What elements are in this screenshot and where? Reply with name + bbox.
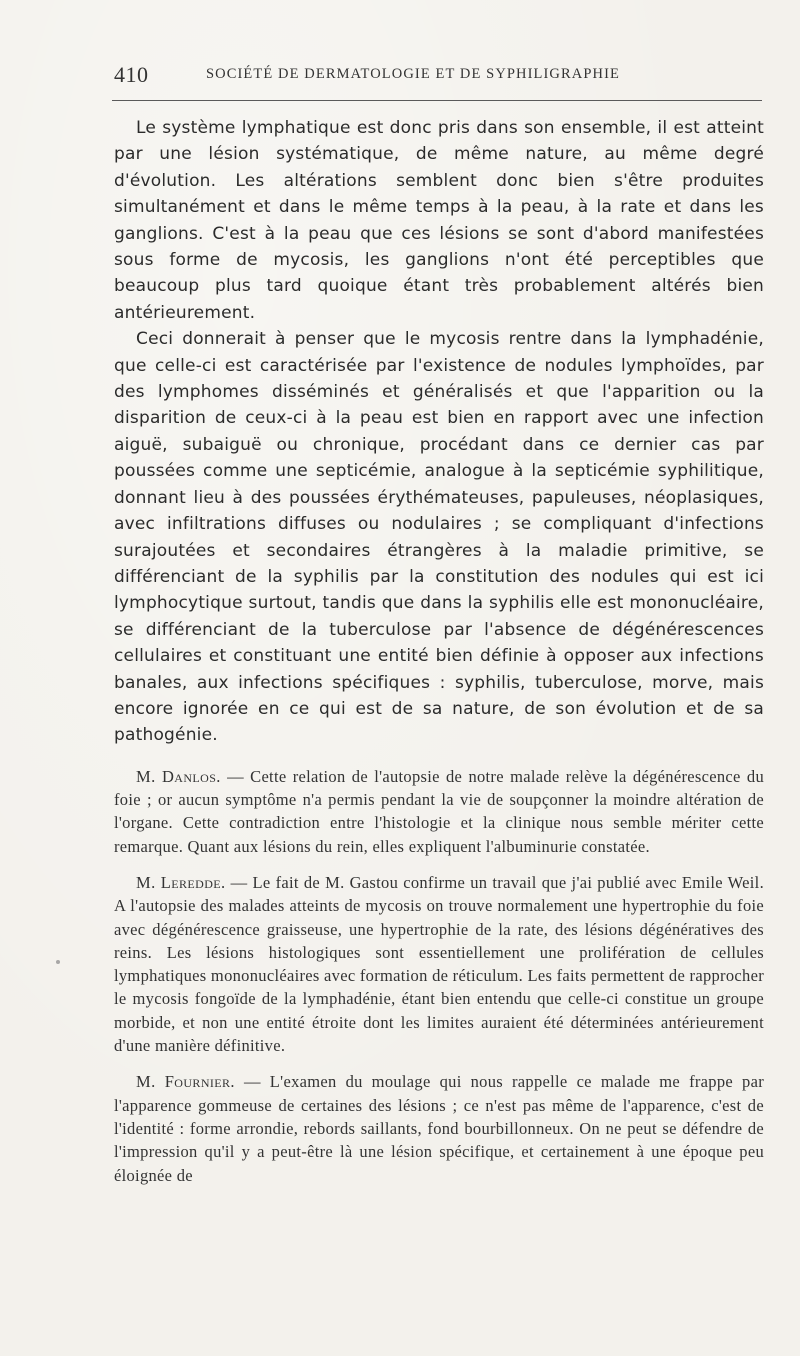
header-rule xyxy=(112,100,762,101)
speaker-name: M. Danlos. xyxy=(136,766,221,786)
speaker-name: M. Fournier. xyxy=(136,1072,235,1092)
discussion-leredde xyxy=(114,871,764,1057)
discussion-text: — Cette relation de l'autopsie de notre malade relève la dégénérescence du foie ; or aucun symptôme n'a permis pendant la vie de soupçonner la moindre altération de l'organe. Cette contradiction entre l'histologie et la clinique nous semble mériter cette remarque. Quant aux lésions du rein, elles expliquent l'albuminurie constatée. xyxy=(114,766,764,856)
page-number: 410 xyxy=(114,62,149,87)
paragraph: Le système lymphatique est donc pris dans son ensemble, il est atteint par une lésion systématique, de même nature, au même degré d'évolution. Les altérations semblent donc bien s'être produites simultanément et dans le même temps à la peau, à la rate et dans les ganglions. C'est à la peau que ces lésions se sont d'abord manifestées sous forme de mycosis, les ganglions n'ont été perceptibles que beaucoup plus tard quoique étant très probablement altérés bien antérieurement. xyxy=(114,118,764,323)
speaker-name: M. Leredde. xyxy=(136,872,226,892)
page-header xyxy=(114,60,764,90)
discussion-danlos xyxy=(114,765,764,858)
running-head: SOCIÉTÉ DE DERMATOLOGIE ET DE SYPHILIGRAPHIE xyxy=(206,66,620,82)
body-text xyxy=(114,115,764,1187)
discussion-fournier xyxy=(114,1070,764,1186)
paragraph: Ceci donnerait à penser que le mycosis rentre dans la lymphadénie, que celle-ci est caractérisée par l'existence de nodules lymphoïdes, par des lymphomes disséminés et généralisés et que l'apparition ou la disparition de ceux-ci à la peau est bien en rapport avec une infection aiguë, subaiguë ou chronique, procédant dans ce dernier cas par poussées comme une septicémie, analogue à la septicémie syphilitique, donnant lieu à des poussées érythémateuses, papuleuses, néoplasiques, avec infiltrations diffuses ou nodulaires ; se compliquant d'infections surajoutées et secondaires étrangères à la maladie primitive, se différenciant de la syphilis par la constitution des nodules qui est ici lymphocytique surtout, tandis que dans la syphilis elle est mononucléaire, se différenciant de la tuberculose par l'absence de dégénérescences cellulaires et constituant une entité bien définie à opposer aux infections banales, aux infections spécifiques : syphilis, tuberculose, morve, mais encore ignorée en ce qui est de sa nature, de son évolution et de sa pathogénie. xyxy=(114,329,764,746)
discussion-text: — Le fait de M. Gastou confirme un travail que j'ai publié avec Emile Weil. A l'autopsie des malades atteints de mycosis on trouve normalement une hypertrophie du foie avec dégénérescence graisseuse, une hypertrophie de la rate, des lésions dégénératives des reins. Les lésions histologiques sont essentiellement une prolifération de cellules lymphatiques mononucléaires avec formation de réticulum. Les faits permettent de rapprocher le mycosis fongoïde de la lymphadénie, étant bien entendu que celle-ci constitue un groupe morbide, et non une entité étroite dont les limites auraient été déterminées antérieurement d'une manière définitive. xyxy=(114,872,764,1056)
paper-speck xyxy=(56,960,60,964)
discussion-text: — L'examen du moulage qui nous rappelle ce malade me frappe par l'apparence gommeuse de certaines des lésions ; ce n'est pas même de l'apparence, c'est de l'identité : forme arrondie, rebords saillants, fond bourbillonneux. On ne peut se défendre de l'impression qu'il y a peut-être là une lésion spécifique, et certainement à une époque peu éloignée de xyxy=(114,1072,764,1185)
